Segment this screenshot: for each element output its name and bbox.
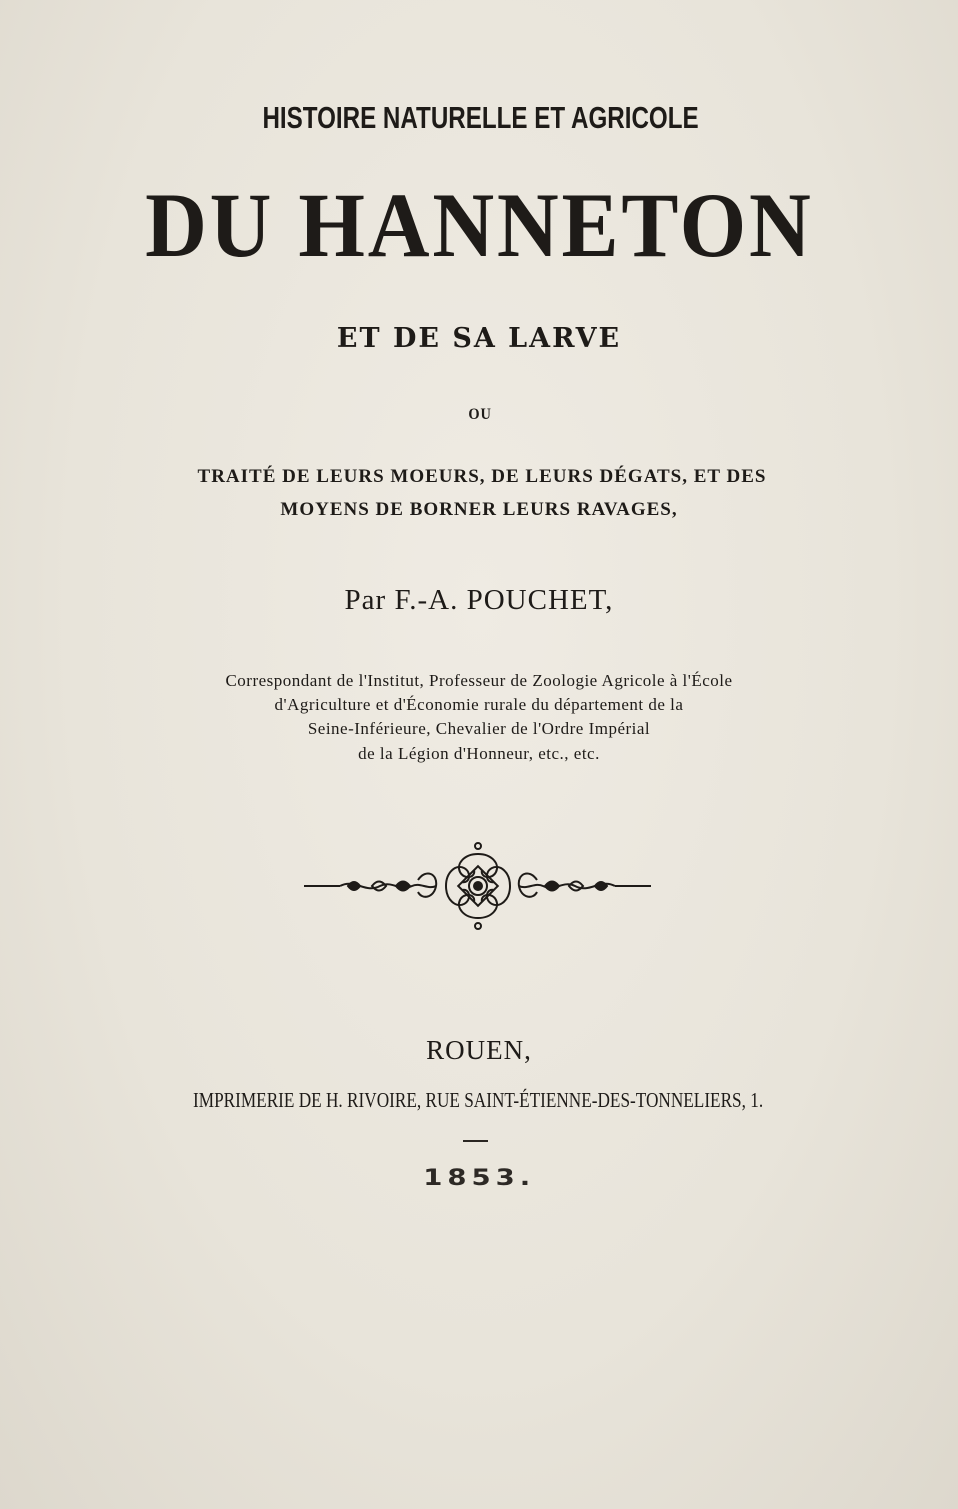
credentials-line-3: Seine-Inférieure, Chevalier de l'Ordre Impérial [307, 719, 651, 738]
conjunction: OU [468, 406, 492, 423]
fleuron-ornament-icon [300, 840, 655, 932]
city: ROUEN, [426, 1035, 532, 1065]
supertitle: HISTOIRE NATURELLE ET AGRICOLE [262, 100, 699, 135]
printer-imprint: IMPRIMERIE DE H. RIVOIRE, RUE SAINT-ÉTIENNE-DES-TONNELIERS, 1. [193, 1088, 764, 1112]
author-line: Par F.-A. POUCHET, [344, 584, 614, 616]
credentials-line-2: d'Agriculture et d'Économie rurale du département de la [274, 695, 684, 714]
treatise-line-2: MOYENS DE BORNER LEURS RAVAGES, [280, 499, 678, 520]
main-title: DU HANNETON [145, 174, 814, 276]
subtitle: ET DE SA LARVE [336, 323, 622, 354]
credentials-line-4: de la Légion d'Honneur, etc., etc. [358, 744, 600, 763]
publication-year: 1853. [423, 1166, 536, 1191]
treatise-line-1: TRAITÉ DE LEURS MOEURS, DE LEURS DÉGATS, ET DES [197, 466, 767, 487]
credentials-line-1: Correspondant de l'Institut, Professeur de Zoologie Agricole à l'École [225, 671, 733, 690]
divider-rule [463, 1140, 488, 1142]
